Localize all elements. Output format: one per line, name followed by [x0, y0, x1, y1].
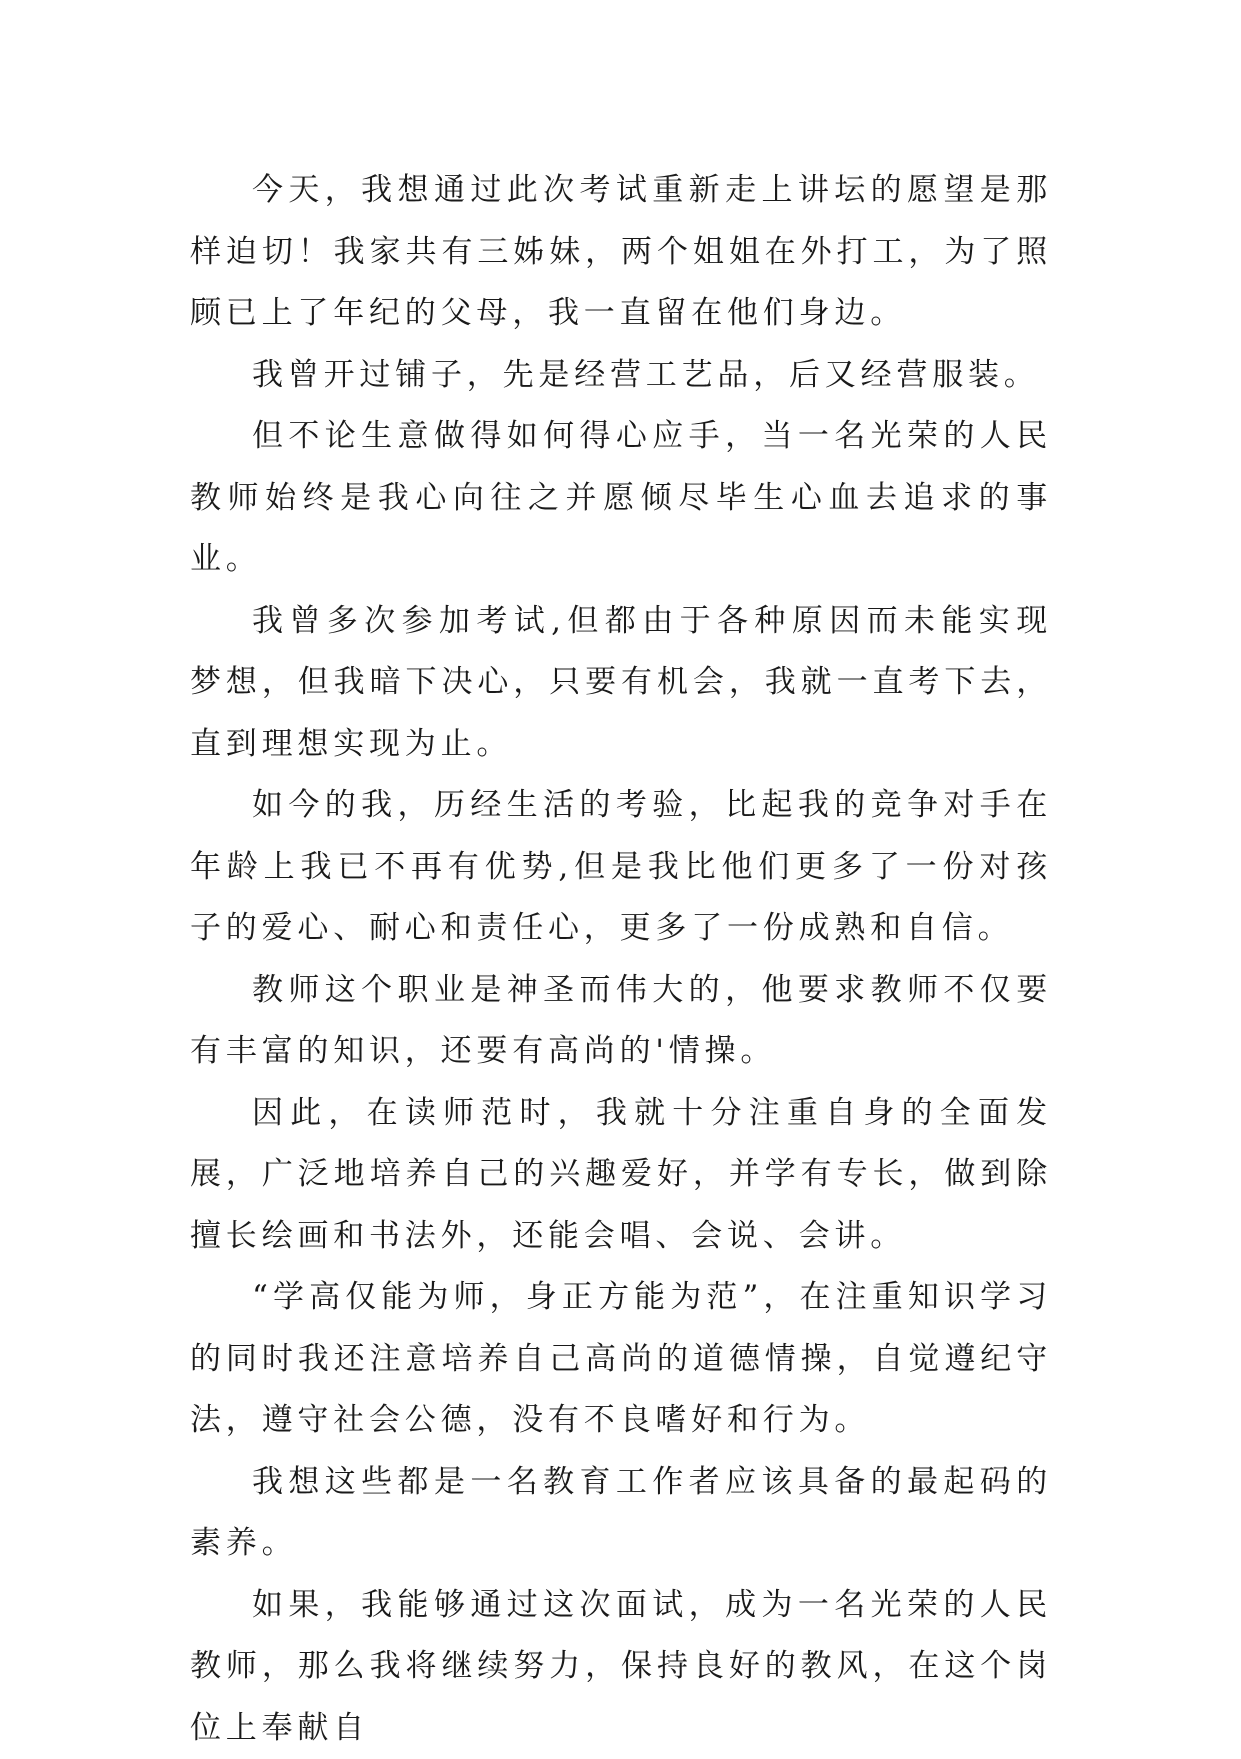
paragraph: 但不论生意做得如何得心应手，当一名光荣的人民教师始终是我心向往之并愿倾尽毕生心血去追求的事业。	[190, 406, 1052, 591]
paragraph: 今天，我想通过此次考试重新走上讲坛的愿望是那样迫切！我家共有三姊妹，两个姐姐在外打工，为了照顾已上了年纪的父母，我一直留在他们身边。	[190, 160, 1052, 345]
paragraph: 教师这个职业是神圣而伟大的，他要求教师不仅要有丰富的知识，还要有高尚的'情操。	[190, 960, 1052, 1083]
paragraph: 我想这些都是一名教育工作者应该具备的最起码的素养。	[190, 1452, 1052, 1575]
paragraph: 如今的我，历经生活的考验，比起我的竞争对手在年龄上我已不再有优势,但是我比他们更多了一份对孩子的爱心、耐心和责任心，更多了一份成熟和自信。	[190, 775, 1052, 960]
paragraph: 因此，在读师范时，我就十分注重自身的全面发展，广泛地培养自己的兴趣爱好，并学有专长，做到除擅长绘画和书法外，还能会唱、会说、会讲。	[190, 1083, 1052, 1268]
paragraph: 我曾开过铺子，先是经营工艺品，后又经营服装。	[190, 345, 1052, 407]
paragraph: 我曾多次参加考试,但都由于各种原因而未能实现梦想，但我暗下决心，只要有机会，我就一直考下去，直到理想实现为止。	[190, 591, 1052, 776]
paragraph: 如果，我能够通过这次面试，成为一名光荣的人民教师，那么我将继续努力，保持良好的教风，在这个岗位上奉献自	[190, 1575, 1052, 1759]
document-body	[190, 160, 1052, 1759]
paragraph: “学高仅能为师，身正方能为范”，在注重知识学习的同时我还注意培养自己高尚的道德情操，自觉遵纪守法，遵守社会公德，没有不良嗜好和行为。	[190, 1267, 1052, 1452]
